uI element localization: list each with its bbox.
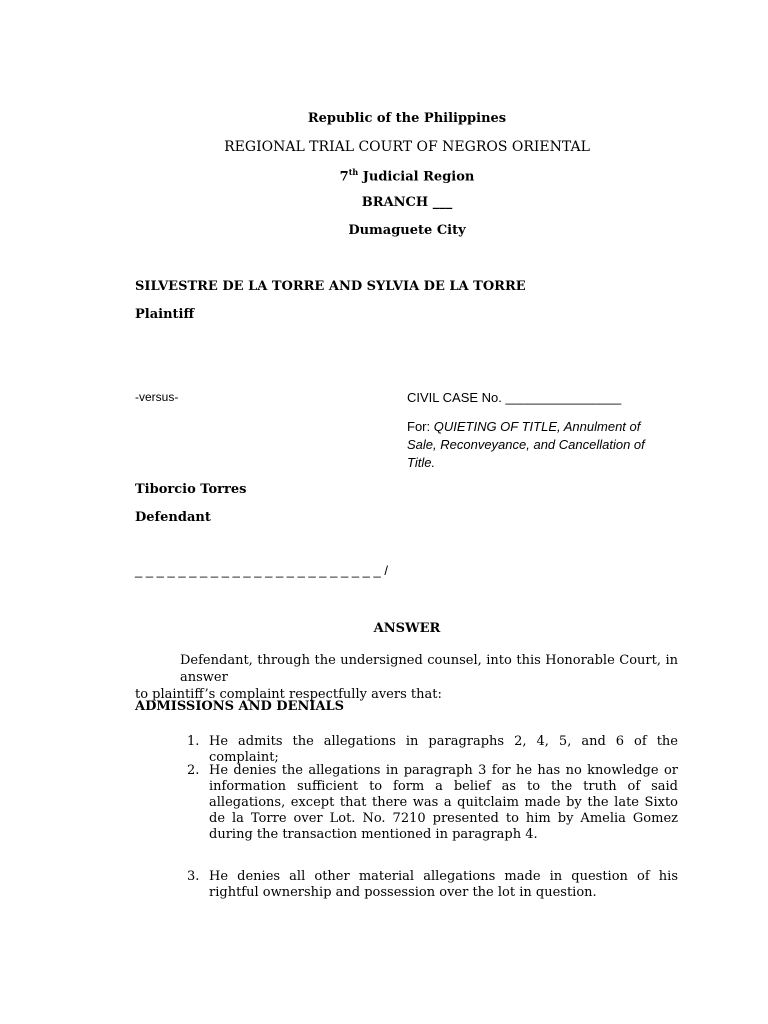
item-2-number: 2.: [187, 763, 200, 778]
item-1-text: He admits the allegations in paragraphs 2, 4, 5, and 6 of the complaint;: [209, 734, 678, 765]
for-label: For:: [407, 419, 434, 434]
caption-separator: _ _ _ _ _ _ _ _ _ _ _ _ _ _ _ _ _ _ _ _ _ _ _ /: [135, 563, 388, 578]
item-3-text: He denies all other material allegations made in question of his rightful ownership and possession over the lot in question.: [209, 869, 678, 900]
defendant-name: Tiborcio Torres: [135, 482, 247, 497]
intro-line2: to plaintiff’s complaint respectfully avers that:: [135, 687, 442, 702]
judicial-region: [0, 167, 768, 184]
plaintiffs-names: SILVESTRE DE LA TORRE AND SYLVIA DE LA TORRE: [135, 279, 526, 294]
answer-title: ANSWER: [373, 621, 441, 636]
versus-label: -versus-: [135, 390, 179, 404]
item-3-number: 3.: [187, 869, 200, 884]
branch-heading: BRANCH ___: [361, 195, 453, 210]
plaintiff-label: Plaintiff: [135, 307, 195, 322]
region-number: 7: [339, 169, 349, 185]
republic-heading: Republic of the Philippines: [307, 111, 507, 126]
civil-case-number: CIVIL CASE No. ________________: [407, 390, 622, 405]
court-heading: REGIONAL TRIAL COURT OF NEGROS ORIENTAL: [224, 139, 590, 155]
item-2-text: He denies the allegations in paragraph 3 for he has no knowledge or information sufficient to form a belief as to the truth of said allegations, except that there was a quitclaim made by the late Sixto de la Torre over Lot. No. 7210 presented to him by Amelia Gomez during the transaction mentioned in paragraph 4.: [209, 763, 678, 842]
region-superscript: th: [348, 167, 359, 177]
item-1-number: 1.: [187, 734, 200, 749]
for-line1-rest: Annulment of: [560, 419, 641, 434]
region-text: Judicial Region: [358, 169, 475, 185]
for-line2: Sale, Reconveyance, and Cancellation of: [407, 437, 645, 452]
for-line1-italic: QUIETING OF TITLE,: [433, 419, 561, 434]
intro-line1: Defendant, through the undersigned counsel, into this Honorable Court, in answer: [180, 653, 678, 685]
intro-paragraph: [135, 652, 678, 703]
section-heading: ADMISSIONS AND DENIALS: [135, 699, 345, 714]
city-heading: Dumaguete City: [348, 223, 466, 238]
case-subject: [407, 418, 645, 472]
for-line3: Title.: [407, 455, 436, 470]
defendant-label: Defendant: [135, 510, 211, 525]
